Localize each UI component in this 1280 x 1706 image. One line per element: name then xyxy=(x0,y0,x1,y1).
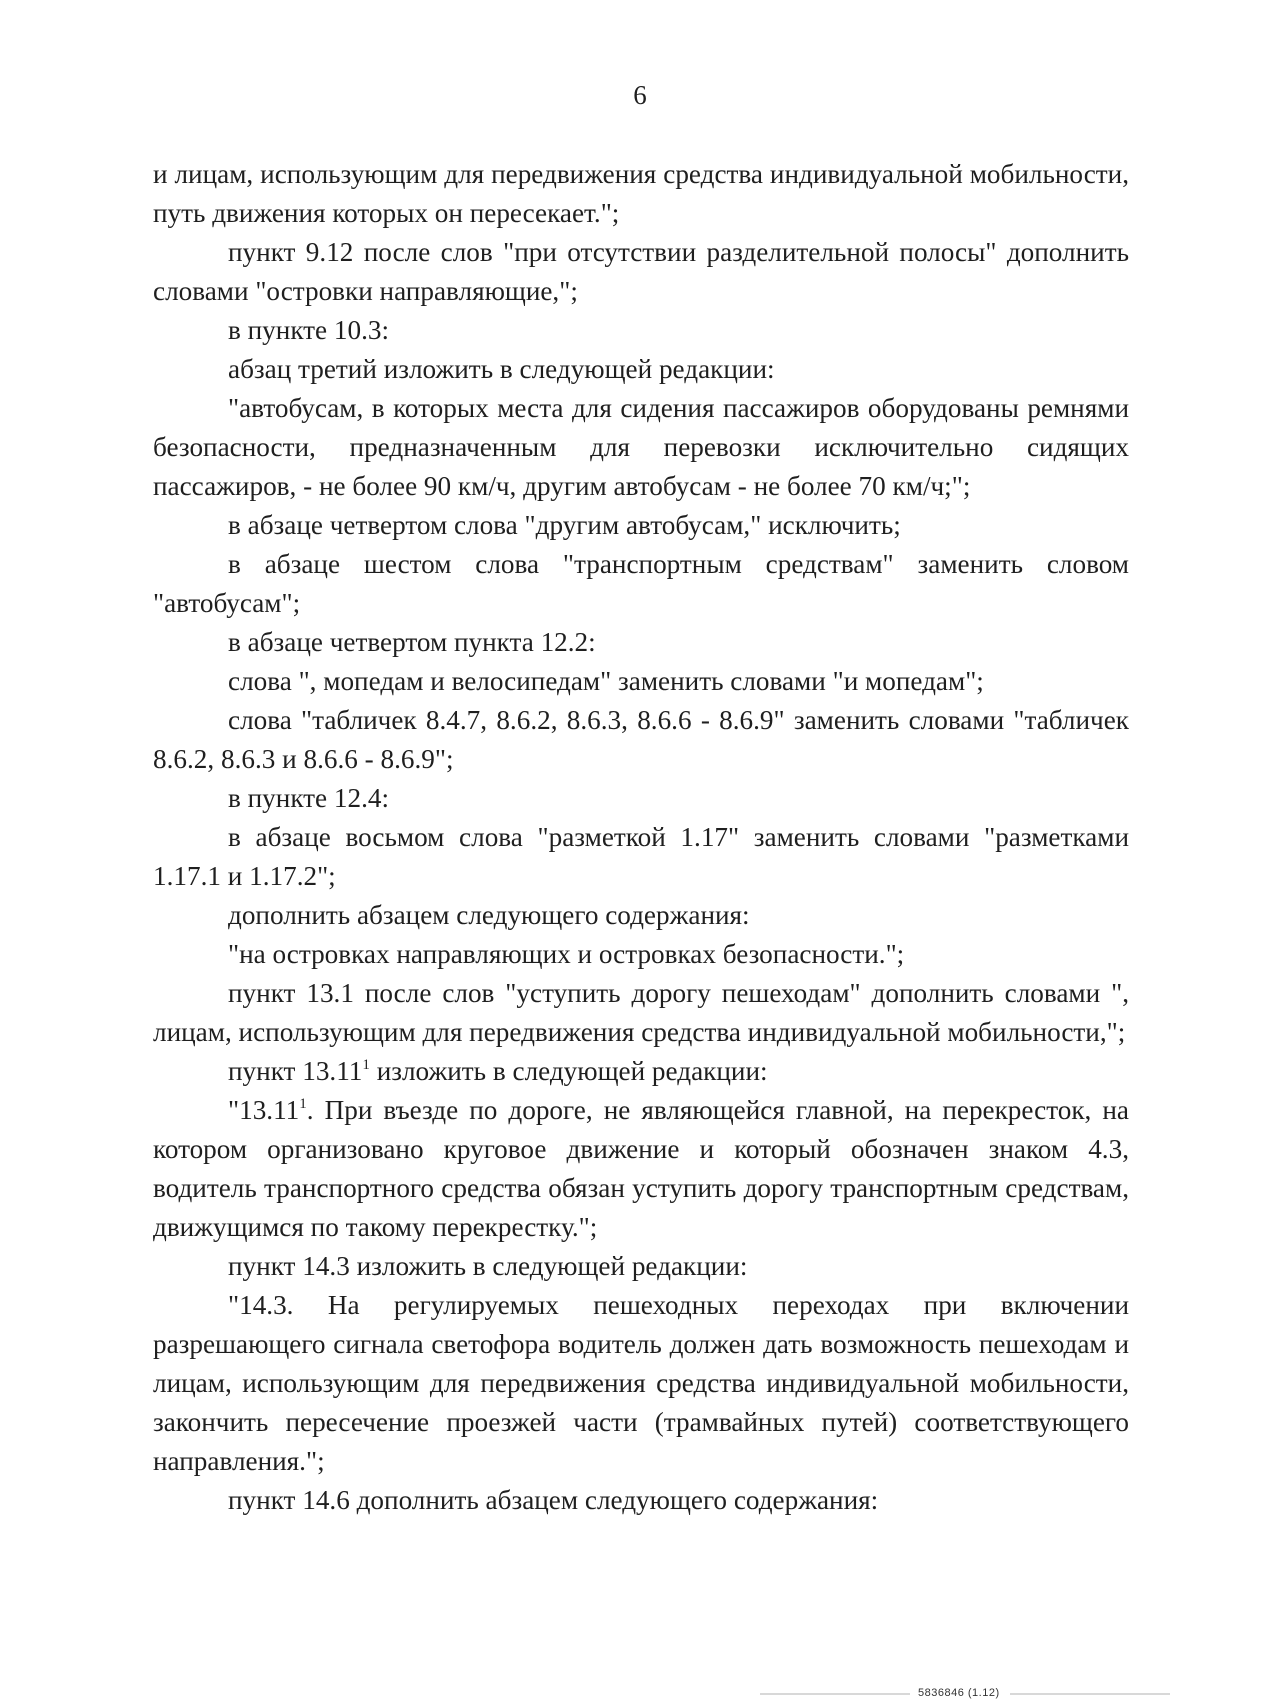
paragraph: в абзаце шестом слова "транспортным средствам" заменить словом "автобусам"; xyxy=(153,549,1129,618)
paragraph: в пункте 12.4: xyxy=(228,783,390,813)
paragraph: пункт 14.6 дополнить абзацем следующего содержания: xyxy=(228,1485,879,1515)
paragraph: "на островках направляющих и островках безопасности."; xyxy=(228,939,905,969)
paragraph: в абзаце четвертом пункта 12.2: xyxy=(228,627,596,657)
paragraph: в абзаце восьмом слова "разметкой 1.17" заменить словами "разметками 1.17.1 и 1.17.2"; xyxy=(153,822,1129,891)
superscript: 1 xyxy=(362,1057,370,1073)
paragraph: пункт 9.12 после слов "при отсутствии разделительной полосы" дополнить словами "островки направляющие,"; xyxy=(153,237,1129,306)
superscript: 1 xyxy=(299,1096,307,1112)
paragraph: пункт 13.11$^1$ изложить в следующей редакции: xyxy=(228,1056,768,1086)
paragraph: в абзаце четвертом слова "другим автобусам," исключить; xyxy=(228,510,901,540)
paragraph: и лицам, использующим для передвижения средства индивидуальной мобильности, путь движения которых он пересекает."; xyxy=(153,159,1129,228)
paragraph: "14.3. На регулируемых пешеходных переходах при включении разрешающего сигнала светофора водитель должен дать возможность пешеходам и лицам, использующим для передвижения средства индивидуальной мобильности, закончить пересечение проезжей части (трамвайных путей) соответствующего направления."; xyxy=(153,1290,1129,1476)
paragraph: абзац третий изложить в следующей редакции: xyxy=(228,354,775,384)
paragraph: слова "табличек 8.4.7, 8.6.2, 8.6.3, 8.6.6 - 8.6.9" заменить словами "табличек 8.6.2, 8.6.3 и 8.6.6 - 8.6.9"; xyxy=(153,705,1129,774)
paragraph: дополнить абзацем следующего содержания: xyxy=(228,900,750,930)
footer-divider xyxy=(760,1693,910,1695)
paragraph: пункт 14.3 изложить в следующей редакции: xyxy=(228,1251,748,1281)
footer-divider xyxy=(1010,1693,1170,1695)
paragraph: в пункте 10.3: xyxy=(228,315,390,345)
document-body xyxy=(153,155,1129,1520)
document-code: 5836846 (1.12) xyxy=(918,1687,1000,1699)
paragraph: пункт 13.1 после слов "уступить дорогу пешеходам" дополнить словами ", лицам, использующим для передвижения средства индивидуальной мобильности,"; xyxy=(153,978,1129,1047)
paragraph: "13.11$^1$. При въезде по дороге, не являющейся главной, на перекресток, на котором организовано круговое движение и который обозначен знаком 4.3, водитель транспортного средства обязан уступить дорогу транспортным средствам, движущимся по такому перекрестку."; xyxy=(153,1095,1129,1242)
paragraph: "автобусам, в которых места для сидения пассажиров оборудованы ремнями безопасности, предназначенным для перевозки исключительно сидящих пассажиров, - не более 90 км/ч, другим автобусам - не более 70 км/ч;"; xyxy=(153,393,1129,501)
page-number: 6 xyxy=(633,80,647,110)
paragraph: слова ", мопедам и велосипедам" заменить словами "и мопедам"; xyxy=(228,666,984,696)
